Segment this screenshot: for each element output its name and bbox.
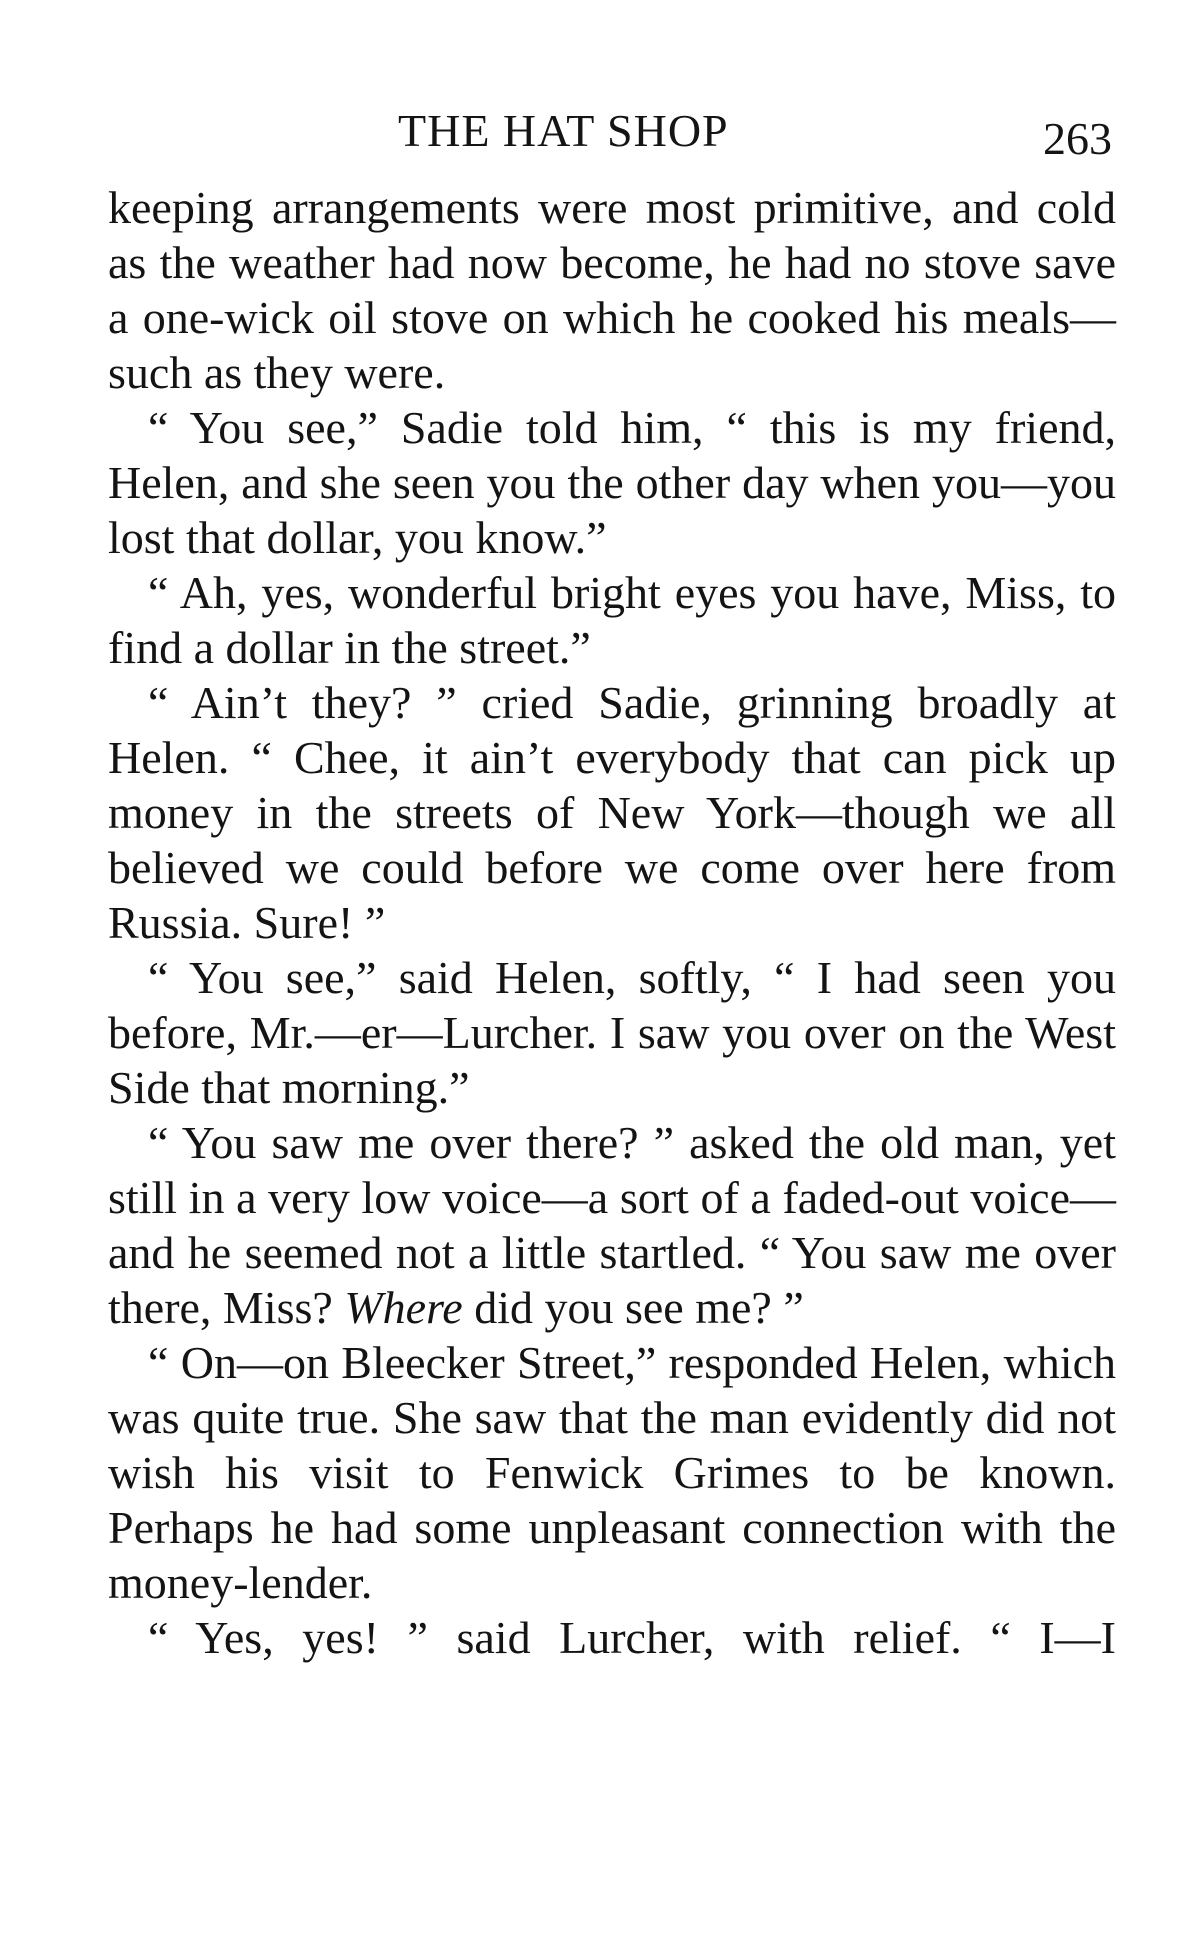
book-page (108, 104, 1116, 1665)
running-title: THE HAT SHOP (398, 105, 729, 156)
page-number: 263 (1043, 113, 1112, 164)
paragraph: “ You see,” Sadie told him, “ this is my friend, Helen, and she seen you the other day when you—you lost that dollar, you know.” (108, 402, 1116, 563)
body-text (108, 180, 1116, 1665)
paragraph-text: “ You saw me over there? ” asked the old man, yet still in a very low voice—a sort of a faded-out voice—and he seemed not a little startled. “ You saw me over there, Miss? (108, 1117, 1116, 1333)
page-header (108, 104, 1116, 174)
paragraph: “ On—on Bleecker Street,” responded Helen, which was quite true. She saw that the man evidently did not wish his visit to Fenwick Grimes to be known. Perhaps he had some unpleasant connection with the money-lender. (108, 1337, 1116, 1608)
paragraph: keeping arrangements were most primitive, and cold as the weather had now become, he had no stove save a one-wick oil stove on which he cooked his meals—such as they were. (108, 182, 1116, 398)
paragraph (108, 1115, 1116, 1335)
paragraph: “ Ah, yes, wonderful bright eyes you have, Miss, to find a dollar in the street.” (108, 567, 1116, 673)
paragraph: “ You see,” said Helen, softly, “ I had seen you before, Mr.—er—Lurcher. I saw you over on the West Side that morning.” (108, 952, 1116, 1113)
paragraph-text: did you see me? ” (462, 1282, 804, 1333)
paragraph: “ Yes, yes! ” said Lurcher, with relief. “ I—I (148, 1612, 1116, 1663)
emphasis-text: Where (344, 1282, 463, 1333)
paragraph: “ Ain’t they? ” cried Sadie, grinning broadly at Helen. “ Chee, it ain’t everybody that can pick up money in the streets of New York—though we all believed we could before we come over here from Russia. Sure! ” (108, 677, 1116, 948)
